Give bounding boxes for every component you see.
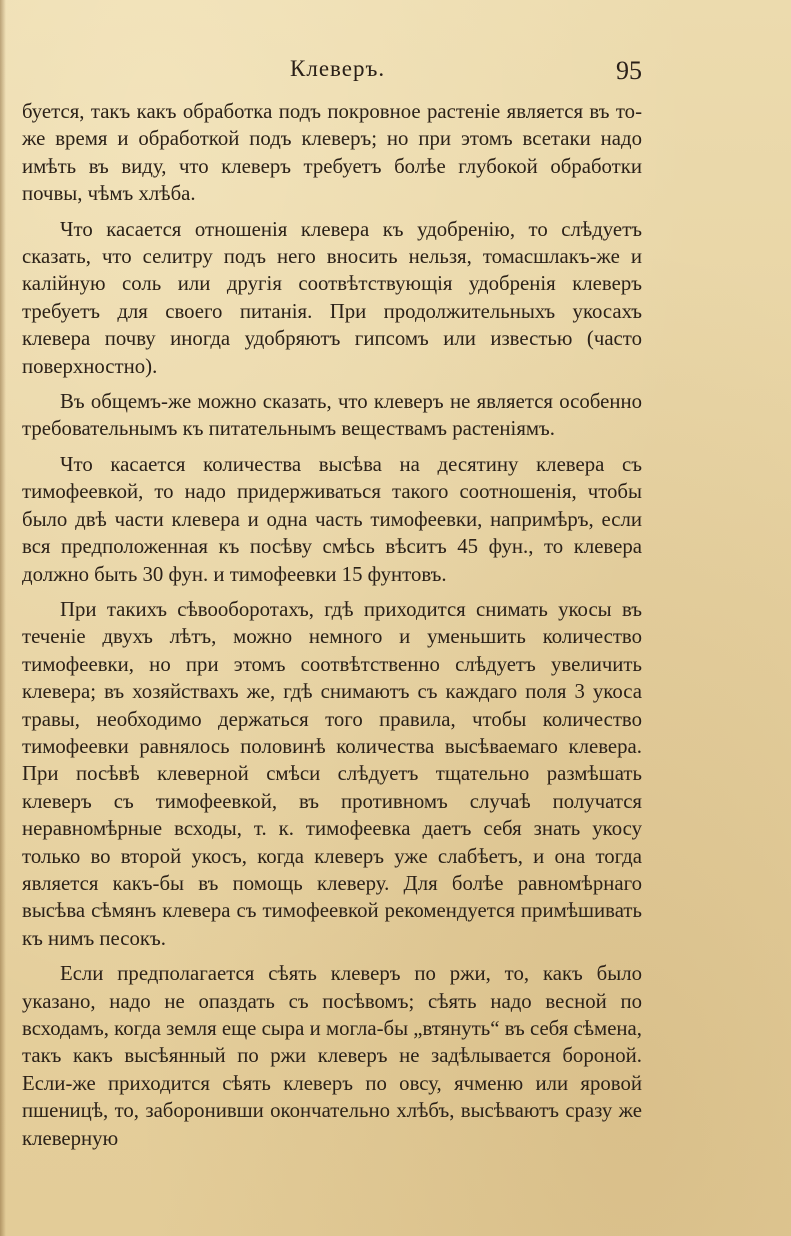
paragraph-crop-rotation: При такихъ сѣвооборотахъ, гдѣ приходится снимать укосы въ теченіе двухъ лѣтъ, можно немного и уменьшить количество тимофеевки, но при этомъ соотвѣтственно слѣдуетъ увеличить клевера; въ хозяйствахъ же, гдѣ снимаютъ съ каждаго поля 3 укоса травы, необходимо держаться того правила, чтобы количество тимофеевки равнялось половинѣ количества высѣваемаго клевера. При посѣвѣ клеверной смѣси слѣдуетъ тщательно размѣшать клеверъ съ тимофеевкой, въ противномъ случаѣ получатся неравномѣрные всходы, т. к. тимофеевка даетъ себя знать укосу только во второй укосъ, когда клеверъ уже слабѣетъ, и она тогда является какъ-бы въ помощь клеверу. Для болѣе равномѣрнаго высѣва сѣмянъ клевера съ тимофеевкой рекомендуется примѣшивать къ нимъ песокъ. <box>22 597 642 950</box>
paragraph-sowing-timing: Если предполагается сѣять клеверъ по ржи, то, какъ было указано, надо не опаздать съ посѣвомъ; сѣять надо весной по всходамъ, когда земля еще сыра и могла-бы „втянуть“ въ себя сѣмена, такъ какъ высѣянный по ржи клеверъ не задѣлывается бороной. Если-же приходится сѣять клеверъ по овсу, ячменю или яровой пшеницѣ, то, заборонивши окончательно хлѣбъ, высѣваютъ сразу же клеверную <box>22 962 642 1150</box>
body-text <box>22 98 642 1160</box>
paragraph-general: Въ общемъ-же можно сказать, что клеверъ не является особенно требовательнымъ къ питательнымъ веществамъ растеніямъ. <box>22 390 642 441</box>
paragraph-continued: буется, такъ какъ обработка подъ покровное растеніе является въ то-же время и обработкой подъ клеверъ; но при этомъ всетаки надо имѣть въ виду, что клеверъ требуетъ болѣе глубокой обработки почвы, чѣмъ хлѣба. <box>22 100 642 206</box>
page-number: 95 <box>616 56 642 85</box>
running-title: Клеверъ. <box>290 56 386 81</box>
paragraph-fertilizer: Что касается отношенія клевера къ удобренію, то слѣдуетъ сказать, что селитру подъ него вносить нельзя, томасшлакъ-же и калійную соль или другія соотвѣтствующія удобренія клеверъ требуетъ для своего питанія. При продолжительныхъ укосахъ клевера почву иногда удобряютъ гипсомъ или известью (часто поверхностно). <box>22 217 642 378</box>
page-binding-edge <box>0 0 6 1236</box>
paragraph-seeding-rate: Что касается количества высѣва на десятину клевера съ тимофеевкой, то надо придерживаться такого соотношенія, чтобы было двѣ части клевера и одна часть тимофеевки, напримѣръ, если вся предположенная къ посѣву смѣсь вѣситъ 45 фун., то клевера должно быть 30 фун. и тимофеевки 15 фунтовъ. <box>22 452 642 586</box>
page-header <box>0 52 791 92</box>
